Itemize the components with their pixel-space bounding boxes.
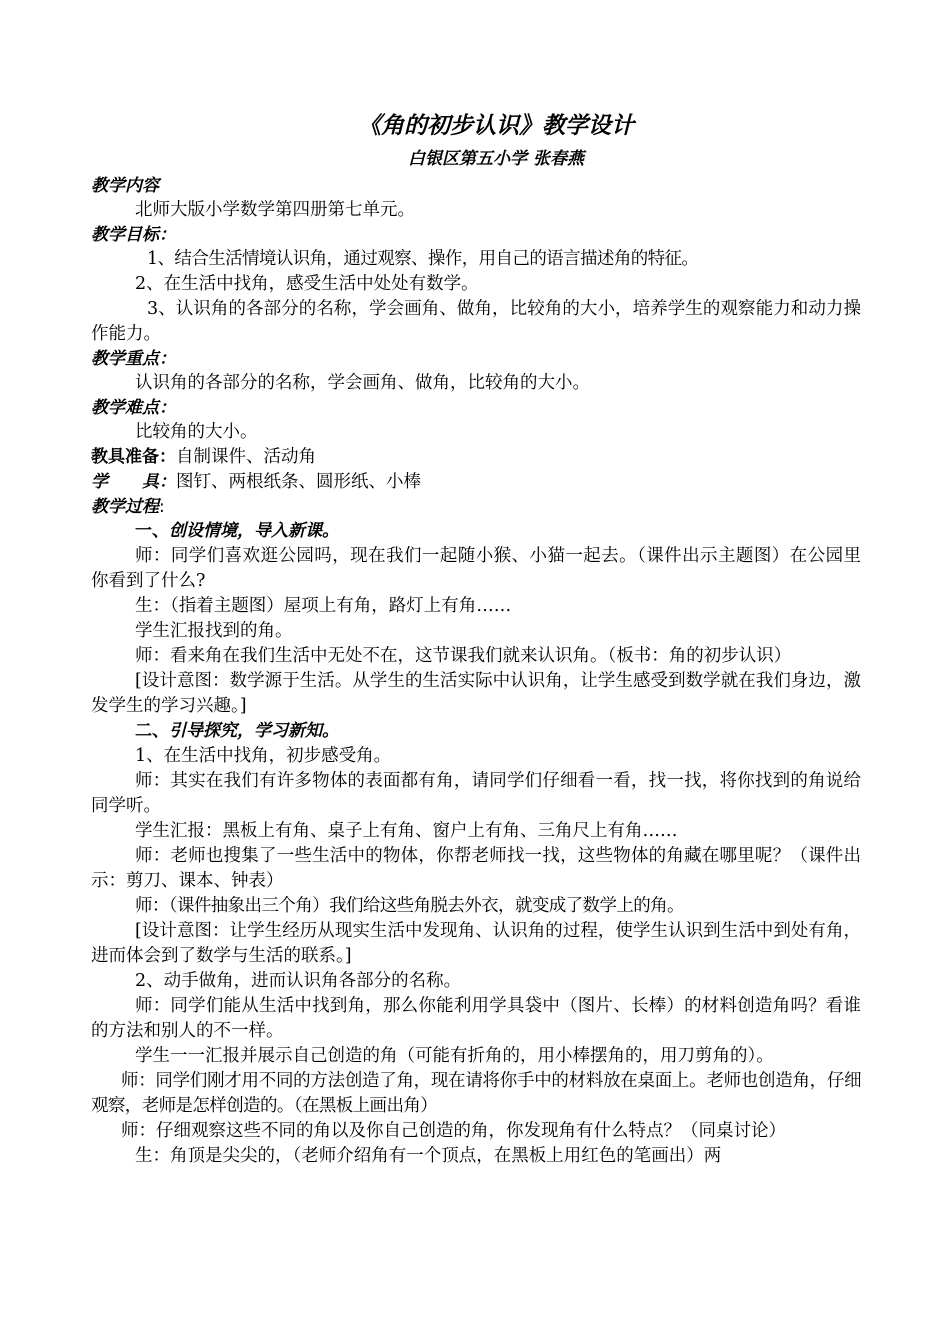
- section-2-title: 引导探究，学习新知。: [169, 721, 339, 741]
- section-2-heading: [91, 719, 861, 744]
- student-tools-text: 图钉、两根纸条、圆形纸、小棒: [176, 472, 421, 492]
- difficulty-heading: 教学难点：: [91, 398, 176, 418]
- document-page: [91, 108, 861, 1169]
- paragraph: 师：同学们能从生活中找到角，那么你能利用学具袋中（图片、长棒）的材料创造角吗？看谁的方法和别人的不一样。: [91, 996, 861, 1041]
- process-heading: [91, 495, 861, 519]
- student-tools-line: [91, 470, 861, 495]
- paragraph: 学生汇报：黑板上有角、桌子上有角、窗户上有角、三角尺上有角……: [135, 821, 678, 841]
- teaching-tools-line: [91, 445, 861, 470]
- paragraph: 师：其实在我们有许多物体的表面都有角，请同学们仔细看一看，找一找，将你找到的角说给同学听。: [91, 771, 861, 816]
- content-heading: 教学内容: [91, 176, 159, 196]
- key-points-heading: 教学重点：: [91, 349, 176, 369]
- difficulty-text: 比较角的大小。: [135, 422, 258, 442]
- goal-2: 2、在生活中找角，感受生活中处处有数学。: [135, 274, 479, 294]
- section-1-number: 一、: [135, 521, 169, 541]
- teaching-tools-label: 教具准备：: [91, 447, 176, 467]
- paragraph: 师：（课件抽象出三个角）我们给这些角脱去外衣，就变成了数学上的角。: [135, 896, 684, 916]
- paragraph: 学生一一汇报并展示自己创造的角（可能有折角的，用小棒摆角的，用刀剪角的）。: [135, 1046, 774, 1066]
- design-intent-note: [设计意图：数学源于生活。从学生的生活实际中认识角，让学生感受到数学就在我们身边，激发学生的学习兴趣。]: [91, 671, 861, 716]
- author-byline: 白银区第五小学 张春燕: [408, 149, 584, 169]
- paragraph: 师：同学们刚才用不同的方法创造了角，现在请将你手中的材料放在桌面上。老师也创造角，仔细观察，老师是怎样创造的。（在黑板上画出角）: [91, 1071, 861, 1116]
- section-1-title: 创设情境，导入新课。: [169, 521, 339, 541]
- paragraph: 生：角顶是尖尖的，（老师介绍角有一个顶点，在黑板上用红色的笔画出）两: [135, 1146, 722, 1166]
- paragraph: 2、动手做角，进而认识角各部分的名称。: [135, 971, 462, 991]
- teaching-tools-text: 自制课件、活动角: [176, 447, 316, 467]
- paragraph: 师：仔细观察这些不同的角以及你自己创造的角，你发现角有什么特点？（同桌讨论）: [121, 1121, 786, 1141]
- key-points-text: 认识角的各部分的名称，学会画角、做角，比较角的大小。: [135, 373, 590, 393]
- paragraph: 师：同学们喜欢逛公园吗，现在我们一起随小猴、小猫一起去。（课件出示主题图）在公园里你看到了什么?: [91, 546, 861, 591]
- paragraph: 学生汇报找到的角。: [135, 621, 293, 641]
- design-intent-note: [设计意图：让学生经历从现实生活中发现角、认识角的过程，使学生认识到生活中到处有角，进而体会到了数学与生活的联系。]: [91, 921, 861, 966]
- paragraph: 师：老师也搜集了一些生活中的物体，你帮老师找一找，这些物体的角藏在哪里呢？（课件出示：剪刀、课本、钟表）: [91, 846, 861, 891]
- document-title: 《角的初步认识》教学设计: [358, 113, 634, 139]
- goal-3: 3、认识角的各部分的名称，学会画角、做角，比较角的大小，培养学生的观察能力和动力操作能力。: [91, 299, 861, 344]
- process-heading-text: 教学过程: [91, 497, 159, 517]
- paragraph: 生：（指着主题图）屋项上有角，路灯上有角……: [135, 596, 512, 616]
- content-text: 北师大版小学数学第四册第七单元。: [135, 200, 415, 220]
- section-1-heading: [91, 519, 861, 544]
- goal-1: 1、结合生活情境认识角，通过观察、操作，用自己的语言描述角的特征。: [147, 249, 699, 269]
- goals-heading: 教学目标：: [91, 225, 176, 245]
- process-heading-colon: :: [159, 497, 165, 517]
- section-2-number: 二、: [135, 721, 169, 741]
- student-tools-label: 学 具：: [91, 472, 176, 492]
- paragraph: 师：看来角在我们生活中无处不在，这节课我们就来认识角。（板书：角的初步认识）: [135, 646, 792, 666]
- paragraph: 1、在生活中找角，初步感受角。: [135, 746, 392, 766]
